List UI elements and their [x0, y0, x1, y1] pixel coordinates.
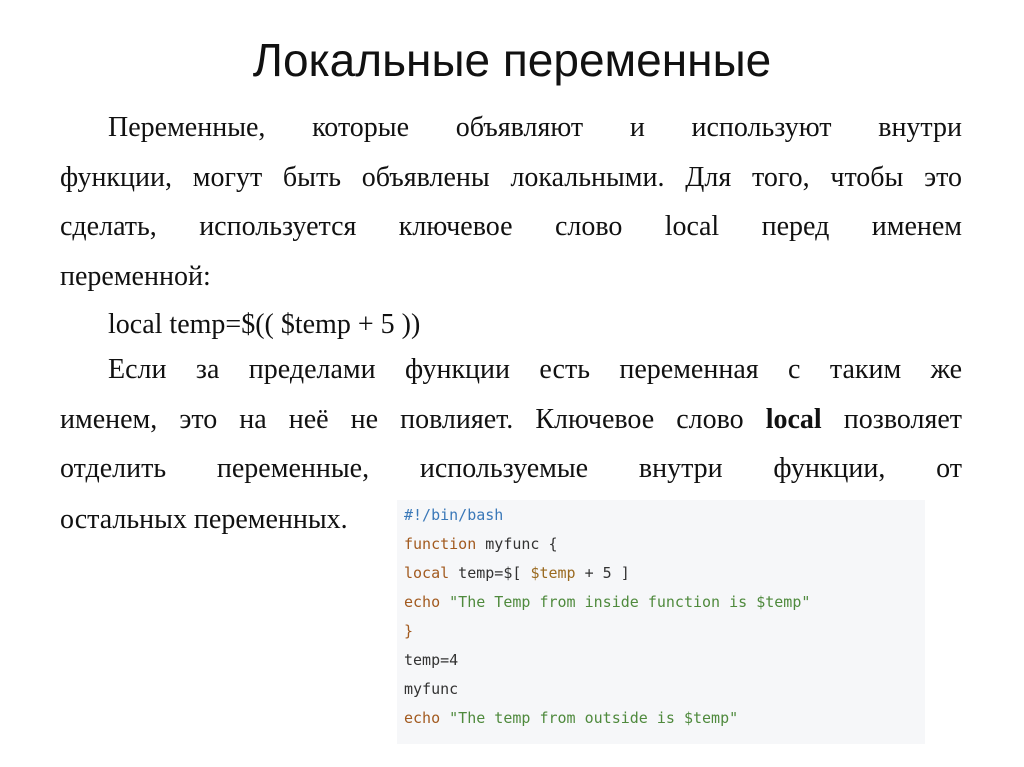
code-text: + 5 ]	[575, 564, 630, 582]
paragraph-line: Переменные, которые объявляют и используют внутри	[108, 112, 962, 143]
paragraph-line	[60, 395, 962, 445]
code-line-call: myfunc	[404, 680, 459, 698]
code-line-close-brace: }	[404, 622, 414, 640]
code-line-echo-inside	[404, 593, 810, 611]
code-line-local	[404, 564, 630, 582]
code-keyword: function	[404, 535, 477, 553]
paragraph-line: сделать, используется ключевое слово local перед именем	[60, 211, 962, 242]
code-text: temp=$[	[449, 564, 531, 582]
paragraph-line: Если за пределами функции есть переменная с таким же	[108, 354, 962, 385]
code-variable: $temp	[530, 564, 576, 582]
paragraph-line: переменной:	[60, 260, 211, 292]
example-code-text: local temp=$(( $temp + 5 ))	[108, 309, 421, 340]
paragraph-line: функции, могут быть объявлены локальными. Для того, чтобы это	[60, 161, 962, 193]
slide-title: Локальные переменные	[252, 34, 772, 86]
code-keyword: echo	[404, 593, 441, 611]
keyword-local-bold: local	[765, 403, 822, 435]
code-keyword: echo	[404, 709, 441, 727]
example-statement	[60, 300, 962, 350]
paragraph-line: остальных переменных.	[60, 504, 348, 535]
paragraph-local-intro	[60, 103, 962, 301]
code-line-function	[404, 535, 558, 553]
paragraph-line: отделить переменные, используемые внутри функции, от	[60, 453, 962, 484]
code-string: "The Temp from inside function is $temp"	[440, 593, 811, 611]
paragraph-text: позволяет	[821, 403, 962, 435]
code-string: "The temp from outside is $temp"	[440, 709, 739, 727]
paragraph-text: именем, это на неё не повлияет. Ключевое слово	[60, 403, 766, 435]
bash-code-snippet	[397, 500, 925, 744]
code-line-temp-assign: temp=4	[404, 651, 459, 669]
code-line-shebang: #!/bin/bash	[404, 506, 504, 524]
paragraph-scope	[60, 345, 962, 494]
code-keyword: local	[404, 564, 450, 582]
code-line-echo-outside	[404, 709, 738, 727]
code-text: myfunc {	[476, 535, 558, 553]
